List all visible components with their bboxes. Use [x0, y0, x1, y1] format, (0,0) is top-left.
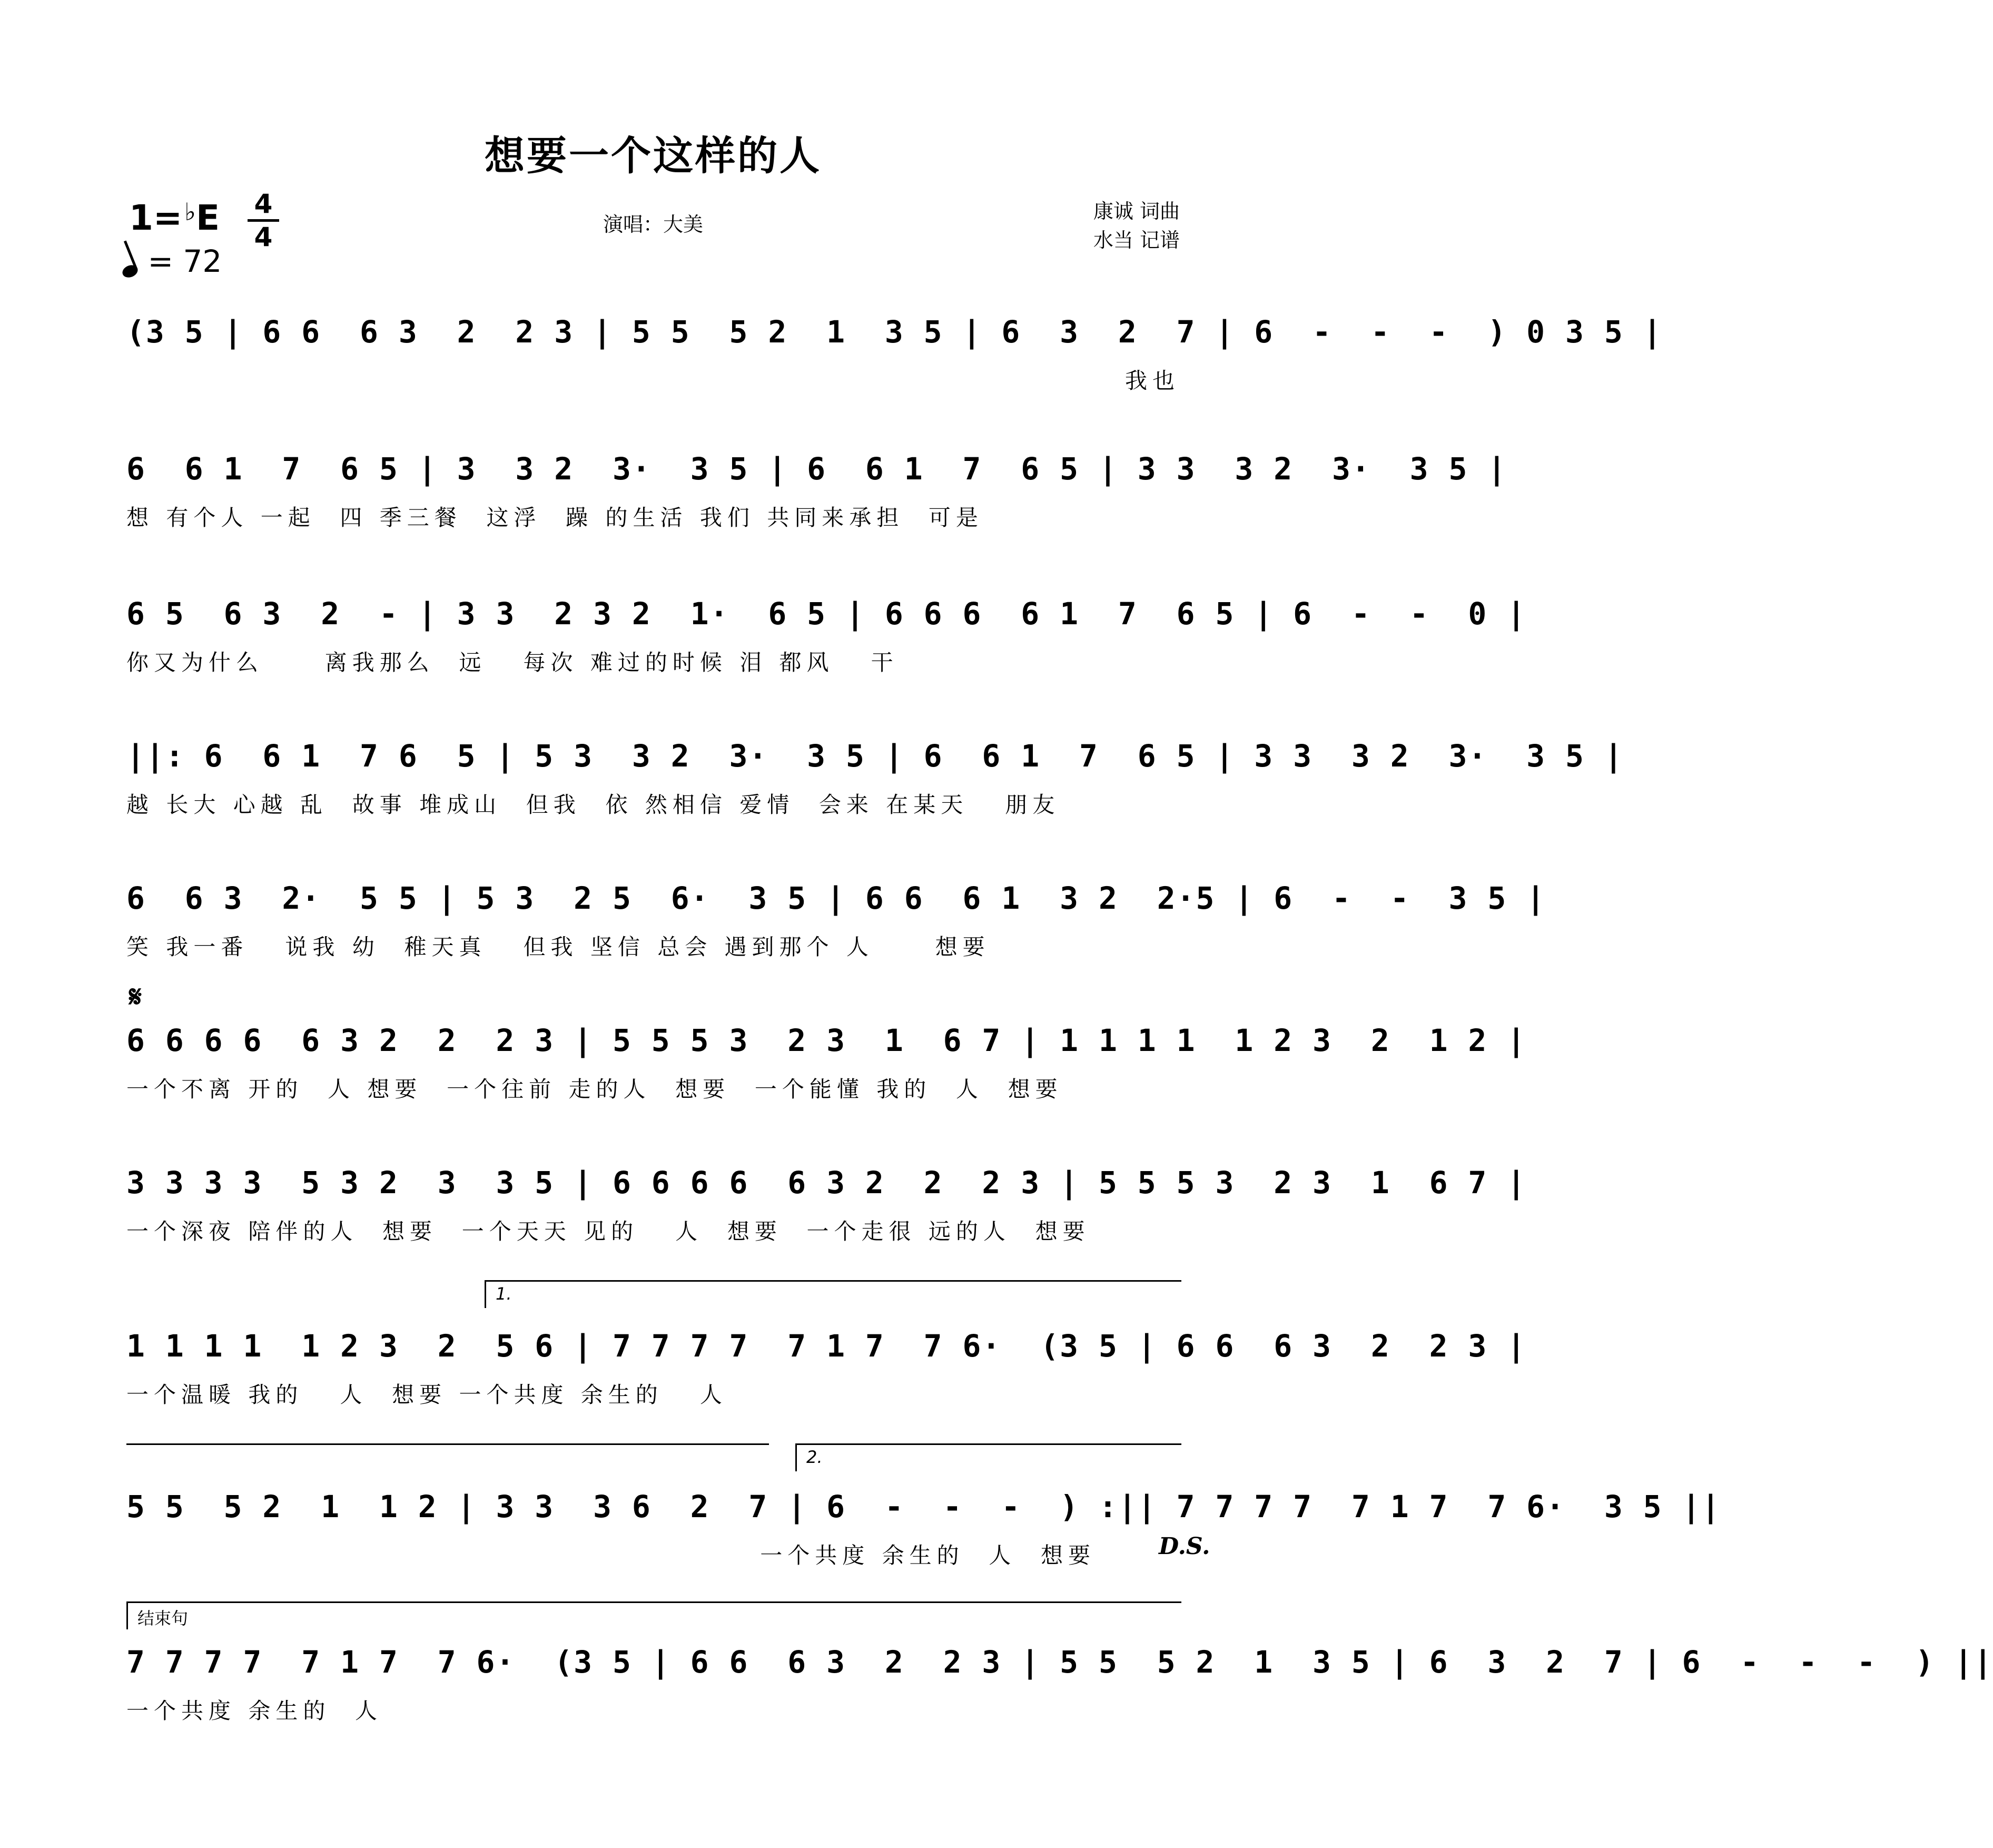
- volta-2-label: 2.: [806, 1447, 823, 1467]
- tempo-marking: [122, 243, 222, 279]
- quarter-note-icon: [121, 263, 140, 280]
- flat-icon: ♭: [184, 198, 196, 226]
- lyrics-line: 你又为什么 离我那么 远 每次 难过的时候 泪 都风 干: [126, 650, 899, 675]
- notation-line: 6 6 1 7 6 5 | 3 3 2 3· 3 5 | 6 6 1 7 6 5 | 3 3 3 2 3· 3 5 |: [126, 451, 1507, 487]
- notation-line: 6 6 3 2· 5 5 | 5 3 2 5 6· 3 5 | 6 6 6 1 3 2 2·5 | 6 - - 3 5 |: [126, 880, 1546, 916]
- meter-bottom: 4: [254, 222, 273, 252]
- lyrics-line: 一个不离 开的 人 想要 一个往前 走的人 想要 一个能懂 我的 人 想要: [126, 1076, 1063, 1102]
- notation-line: 1 1 1 1 1 2 3 2 5 6 | 7 7 7 7 7 1 7 7 6· (3 5 | 6 6 6 3 2 2 3 |: [126, 1328, 1527, 1364]
- second-ending-bracket: [795, 1443, 1181, 1471]
- lyrics-line: 一个温暖 我的 人 想要 一个共度 余生的 人: [126, 1382, 727, 1408]
- coda-label: 结束句: [137, 1608, 189, 1628]
- volta-1-label: 1.: [496, 1284, 512, 1304]
- meter-top: 4: [254, 189, 273, 219]
- singer-credit: 演唱：大美: [603, 213, 703, 236]
- notation-line: 5 5 5 2 1 1 2 | 3 3 3 6 2 7 | 6 - - - ) :|| 7 7 7 7 7 1 7 7 6· 3 5 ||: [126, 1489, 1721, 1525]
- key-note: E: [195, 198, 220, 238]
- notation-line: 7 7 7 7 7 1 7 7 6· (3 5 | 6 6 6 3 2 2 3 | 5 5 5 2 1 3 5 | 6 3 2 7 | 6 - - - ) ||: [126, 1644, 1993, 1680]
- page-title: 想要一个这样的人: [485, 132, 822, 179]
- first-ending-bracket: [485, 1280, 1181, 1308]
- transcriber-credit: 水当 记谱: [1093, 229, 1180, 252]
- lyrics-line: 一个深夜 陪伴的人 想要 一个天天 见的 人 想要 一个走很 远的人 想要: [126, 1218, 1090, 1244]
- notation-line: (3 5 | 6 6 6 3 2 2 3 | 5 5 5 2 1 3 5 | 6 3 2 7 | 6 - - - ) 0 3 5 |: [126, 314, 1663, 350]
- lyrics-line: 想 有个人 一起 四 季三餐 这浮 躁 的生活 我们 共同来承担 可是: [126, 505, 983, 530]
- notation-line: 6 5 6 3 2 - | 3 3 2 3 2 1· 6 5 | 6 6 6 6 1 7 6 5 | 6 - - 0 |: [126, 596, 1527, 632]
- lyrics-line: 一个共度 余生的 人 想要: [760, 1542, 1096, 1568]
- coda-bracket: [126, 1601, 1181, 1629]
- key-label: 1=: [129, 198, 183, 238]
- lyrics-line: 笑 我一番 说我 幼 稚天真 但我 坚信 总会 遇到那个 人 想要: [126, 934, 990, 960]
- segno-icon: 𝄋: [129, 980, 142, 1014]
- lyrics-line: 越 长大 心越 乱 故事 堆成山 但我 依 然相信 爱情 会来 在某天 朋友: [126, 792, 1060, 818]
- first-ending-bracket-cont: [126, 1443, 769, 1471]
- lyrics-line: 我也: [1124, 368, 1180, 394]
- tempo-value: = 72: [147, 243, 222, 279]
- lyrics-line: 一个共度 余生的 人: [126, 1698, 383, 1724]
- ds-marking: D.S.: [1159, 1533, 1210, 1560]
- composer-credit: 康诚 词曲: [1093, 200, 1180, 223]
- notation-line: 6 6 6 6 6 3 2 2 2 3 | 5 5 5 3 2 3 1 6 7 | 1 1 1 1 1 2 3 2 1 2 |: [126, 1023, 1527, 1058]
- notation-line: 3 3 3 3 5 3 2 3 3 5 | 6 6 6 6 6 3 2 2 2 3 | 5 5 5 3 2 3 1 6 7 |: [126, 1165, 1527, 1201]
- notation-line: ||: 6 6 1 7 6 5 | 5 3 3 2 3· 3 5 | 6 6 1 7 6 5 | 3 3 3 2 3· 3 5 |: [126, 738, 1624, 774]
